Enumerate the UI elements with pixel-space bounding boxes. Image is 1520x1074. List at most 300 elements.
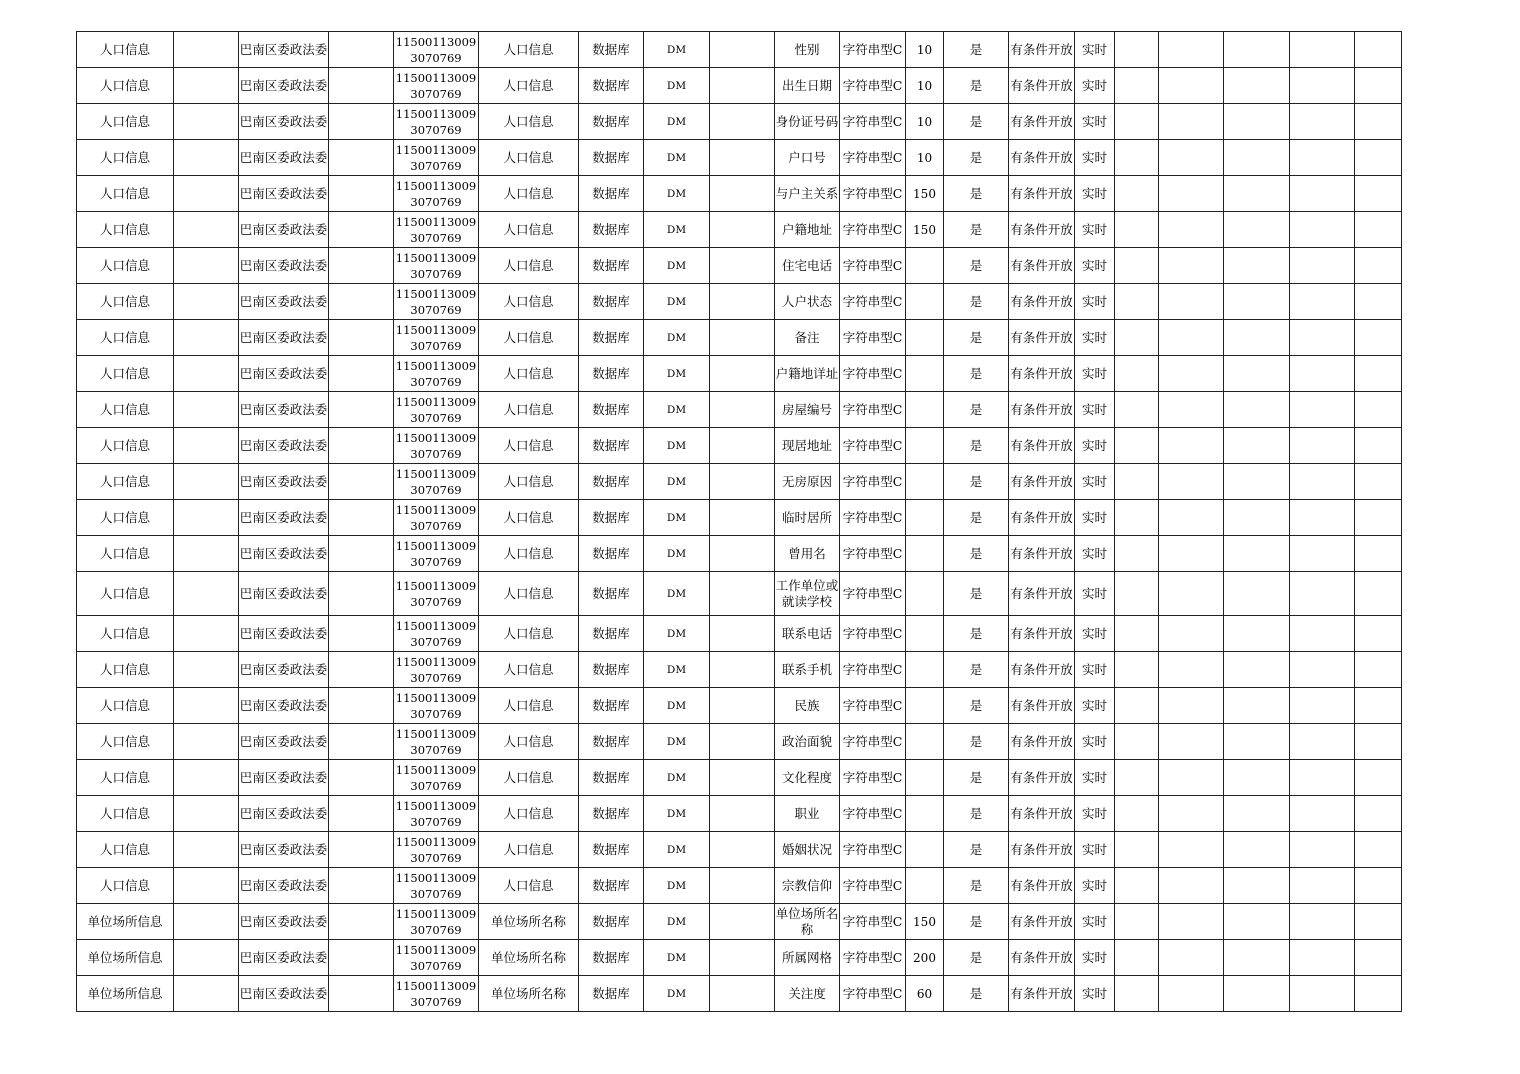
org-code-cell: 115001130093070769 [394,760,479,796]
blank-b-cell [329,104,394,140]
sharing-type-cell: 有条件开放 [1009,904,1075,940]
blank-c-cell [710,652,775,688]
table-row [77,500,1402,536]
blank-d-cell [1115,248,1159,284]
blank-b-cell [329,796,394,832]
category-cell: 人口信息 [77,536,174,572]
field-length-cell [906,428,944,464]
resource-name-cell: 人口信息 [479,688,579,724]
resource-name-cell: 人口信息 [479,392,579,428]
blank-e-cell [1159,760,1224,796]
department-cell: 巴南区委政法委 [239,32,329,68]
department-cell: 巴南区委政法委 [239,868,329,904]
category-cell: 单位场所信息 [77,904,174,940]
table-row [77,464,1402,500]
blank-b-cell [329,140,394,176]
blank-h-cell [1355,392,1402,428]
blank-g-cell [1290,724,1355,760]
db-type-cell: DM [644,976,710,1012]
field-length-cell [906,356,944,392]
data-type-cell: 字符串型C [840,832,906,868]
blank-d-cell [1115,140,1159,176]
category-cell: 人口信息 [77,616,174,652]
resource-name-cell: 人口信息 [479,320,579,356]
blank-h-cell [1355,832,1402,868]
resource-name-cell: 人口信息 [479,500,579,536]
table-row [77,104,1402,140]
blank-g-cell [1290,392,1355,428]
category-cell: 人口信息 [77,104,174,140]
blank-g-cell [1290,356,1355,392]
update-frequency-cell: 实时 [1075,688,1115,724]
category-cell: 单位场所信息 [77,940,174,976]
is-required-cell: 是 [944,688,1009,724]
category-cell: 人口信息 [77,724,174,760]
category-cell: 人口信息 [77,356,174,392]
blank-h-cell [1355,140,1402,176]
org-code-cell: 115001130093070769 [394,104,479,140]
resource-name-cell: 人口信息 [479,652,579,688]
org-code-cell: 115001130093070769 [394,176,479,212]
blank-c-cell [710,904,775,940]
field-name-cell: 房屋编号 [775,392,840,428]
blank-e-cell [1159,248,1224,284]
blank-b-cell [329,32,394,68]
field-name-cell: 身份证号码 [775,104,840,140]
blank-a-cell [174,392,239,428]
storage-type-cell: 数据库 [579,464,644,500]
blank-c-cell [710,976,775,1012]
update-frequency-cell: 实时 [1075,248,1115,284]
field-name-cell: 户籍地址 [775,212,840,248]
blank-h-cell [1355,68,1402,104]
field-name-cell: 关注度 [775,976,840,1012]
sharing-type-cell: 有条件开放 [1009,104,1075,140]
data-type-cell: 字符串型C [840,868,906,904]
blank-a-cell [174,688,239,724]
category-cell: 人口信息 [77,284,174,320]
storage-type-cell: 数据库 [579,832,644,868]
category-cell: 人口信息 [77,500,174,536]
blank-h-cell [1355,536,1402,572]
blank-h-cell [1355,32,1402,68]
data-type-cell: 字符串型C [840,32,906,68]
update-frequency-cell: 实时 [1075,284,1115,320]
table-row [77,572,1402,616]
blank-f-cell [1224,724,1290,760]
update-frequency-cell: 实时 [1075,68,1115,104]
field-length-cell: 150 [906,904,944,940]
blank-e-cell [1159,428,1224,464]
blank-a-cell [174,536,239,572]
field-length-cell [906,284,944,320]
blank-g-cell [1290,464,1355,500]
db-type-cell: DM [644,940,710,976]
org-code-cell: 115001130093070769 [394,536,479,572]
blank-c-cell [710,140,775,176]
blank-e-cell [1159,536,1224,572]
resource-name-cell: 人口信息 [479,104,579,140]
data-type-cell: 字符串型C [840,356,906,392]
resource-name-cell: 人口信息 [479,248,579,284]
blank-e-cell [1159,392,1224,428]
field-name-cell: 文化程度 [775,760,840,796]
blank-a-cell [174,572,239,616]
blank-b-cell [329,868,394,904]
db-type-cell: DM [644,832,710,868]
data-type-cell: 字符串型C [840,616,906,652]
department-cell: 巴南区委政法委 [239,176,329,212]
blank-f-cell [1224,428,1290,464]
blank-g-cell [1290,176,1355,212]
blank-e-cell [1159,464,1224,500]
blank-c-cell [710,212,775,248]
blank-c-cell [710,356,775,392]
department-cell: 巴南区委政法委 [239,104,329,140]
field-name-cell: 备注 [775,320,840,356]
blank-d-cell [1115,688,1159,724]
category-cell: 人口信息 [77,32,174,68]
blank-b-cell [329,652,394,688]
is-required-cell: 是 [944,572,1009,616]
update-frequency-cell: 实时 [1075,652,1115,688]
table-row [77,832,1402,868]
blank-d-cell [1115,356,1159,392]
org-code-cell: 115001130093070769 [394,320,479,356]
data-type-cell: 字符串型C [840,976,906,1012]
blank-e-cell [1159,724,1224,760]
department-cell: 巴南区委政法委 [239,572,329,616]
data-type-cell: 字符串型C [840,104,906,140]
blank-a-cell [174,976,239,1012]
is-required-cell: 是 [944,724,1009,760]
data-type-cell: 字符串型C [840,212,906,248]
org-code-cell: 115001130093070769 [394,652,479,688]
department-cell: 巴南区委政法委 [239,500,329,536]
sharing-type-cell: 有条件开放 [1009,724,1075,760]
blank-h-cell [1355,104,1402,140]
table-row [77,868,1402,904]
blank-a-cell [174,356,239,392]
blank-d-cell [1115,976,1159,1012]
field-length-cell [906,464,944,500]
blank-g-cell [1290,868,1355,904]
storage-type-cell: 数据库 [579,868,644,904]
sharing-type-cell: 有条件开放 [1009,796,1075,832]
storage-type-cell: 数据库 [579,500,644,536]
resource-name-cell: 人口信息 [479,868,579,904]
is-required-cell: 是 [944,68,1009,104]
storage-type-cell: 数据库 [579,904,644,940]
table-row [77,536,1402,572]
resource-name-cell: 人口信息 [479,616,579,652]
blank-a-cell [174,284,239,320]
department-cell: 巴南区委政法委 [239,536,329,572]
update-frequency-cell: 实时 [1075,176,1115,212]
db-type-cell: DM [644,104,710,140]
blank-e-cell [1159,652,1224,688]
table-row [77,796,1402,832]
org-code-cell: 115001130093070769 [394,572,479,616]
blank-e-cell [1159,284,1224,320]
table-row [77,616,1402,652]
db-type-cell: DM [644,248,710,284]
blank-d-cell [1115,32,1159,68]
org-code-cell: 115001130093070769 [394,724,479,760]
resource-name-cell: 人口信息 [479,796,579,832]
blank-b-cell [329,904,394,940]
blank-d-cell [1115,104,1159,140]
org-code-cell: 115001130093070769 [394,356,479,392]
blank-c-cell [710,32,775,68]
table-row [77,68,1402,104]
blank-a-cell [174,904,239,940]
blank-h-cell [1355,868,1402,904]
data-type-cell: 字符串型C [840,500,906,536]
department-cell: 巴南区委政法委 [239,760,329,796]
is-required-cell: 是 [944,104,1009,140]
data-catalog-table [76,31,1402,1012]
blank-f-cell [1224,868,1290,904]
blank-b-cell [329,724,394,760]
category-cell: 人口信息 [77,652,174,688]
blank-b-cell [329,176,394,212]
is-required-cell: 是 [944,248,1009,284]
sharing-type-cell: 有条件开放 [1009,652,1075,688]
blank-b-cell [329,212,394,248]
org-code-cell: 115001130093070769 [394,616,479,652]
blank-e-cell [1159,212,1224,248]
data-type-cell: 字符串型C [840,284,906,320]
field-name-cell: 联系手机 [775,652,840,688]
field-length-cell [906,796,944,832]
blank-a-cell [174,652,239,688]
category-cell: 人口信息 [77,868,174,904]
blank-c-cell [710,940,775,976]
blank-f-cell [1224,760,1290,796]
resource-name-cell: 人口信息 [479,284,579,320]
blank-h-cell [1355,616,1402,652]
blank-h-cell [1355,796,1402,832]
field-name-cell: 所属网格 [775,940,840,976]
blank-g-cell [1290,428,1355,464]
field-length-cell: 10 [906,140,944,176]
data-type-cell: 字符串型C [840,688,906,724]
field-length-cell: 10 [906,104,944,140]
sharing-type-cell: 有条件开放 [1009,940,1075,976]
blank-d-cell [1115,428,1159,464]
blank-e-cell [1159,320,1224,356]
blank-e-cell [1159,832,1224,868]
update-frequency-cell: 实时 [1075,760,1115,796]
data-type-cell: 字符串型C [840,572,906,616]
blank-f-cell [1224,104,1290,140]
blank-c-cell [710,464,775,500]
data-type-cell: 字符串型C [840,176,906,212]
db-type-cell: DM [644,500,710,536]
table-row [77,652,1402,688]
blank-a-cell [174,140,239,176]
update-frequency-cell: 实时 [1075,832,1115,868]
blank-h-cell [1355,464,1402,500]
field-length-cell [906,500,944,536]
is-required-cell: 是 [944,32,1009,68]
blank-h-cell [1355,284,1402,320]
blank-h-cell [1355,940,1402,976]
blank-d-cell [1115,652,1159,688]
is-required-cell: 是 [944,976,1009,1012]
sharing-type-cell: 有条件开放 [1009,212,1075,248]
field-length-cell [906,868,944,904]
sharing-type-cell: 有条件开放 [1009,392,1075,428]
category-cell: 单位场所信息 [77,976,174,1012]
org-code-cell: 115001130093070769 [394,464,479,500]
blank-e-cell [1159,32,1224,68]
blank-c-cell [710,248,775,284]
blank-g-cell [1290,904,1355,940]
blank-b-cell [329,832,394,868]
data-type-cell: 字符串型C [840,320,906,356]
field-name-cell: 宗教信仰 [775,868,840,904]
blank-g-cell [1290,500,1355,536]
field-name-cell: 性别 [775,32,840,68]
blank-g-cell [1290,760,1355,796]
sharing-type-cell: 有条件开放 [1009,536,1075,572]
org-code-cell: 115001130093070769 [394,212,479,248]
blank-b-cell [329,536,394,572]
update-frequency-cell: 实时 [1075,500,1115,536]
data-type-cell: 字符串型C [840,392,906,428]
db-type-cell: DM [644,392,710,428]
storage-type-cell: 数据库 [579,976,644,1012]
field-length-cell [906,572,944,616]
blank-d-cell [1115,616,1159,652]
blank-d-cell [1115,176,1159,212]
blank-d-cell [1115,212,1159,248]
storage-type-cell: 数据库 [579,760,644,796]
department-cell: 巴南区委政法委 [239,428,329,464]
field-name-cell: 婚姻状况 [775,832,840,868]
table-row [77,392,1402,428]
blank-d-cell [1115,284,1159,320]
blank-b-cell [329,572,394,616]
is-required-cell: 是 [944,320,1009,356]
blank-e-cell [1159,688,1224,724]
blank-d-cell [1115,572,1159,616]
blank-e-cell [1159,572,1224,616]
department-cell: 巴南区委政法委 [239,356,329,392]
field-length-cell: 60 [906,976,944,1012]
blank-h-cell [1355,356,1402,392]
storage-type-cell: 数据库 [579,356,644,392]
blank-a-cell [174,428,239,464]
department-cell: 巴南区委政法委 [239,688,329,724]
blank-c-cell [710,428,775,464]
blank-d-cell [1115,500,1159,536]
blank-e-cell [1159,940,1224,976]
field-length-cell [906,688,944,724]
table-row [77,940,1402,976]
department-cell: 巴南区委政法委 [239,796,329,832]
department-cell: 巴南区委政法委 [239,248,329,284]
blank-f-cell [1224,976,1290,1012]
resource-name-cell: 人口信息 [479,212,579,248]
blank-e-cell [1159,356,1224,392]
db-type-cell: DM [644,464,710,500]
org-code-cell: 115001130093070769 [394,688,479,724]
db-type-cell: DM [644,284,710,320]
db-type-cell: DM [644,868,710,904]
resource-name-cell: 人口信息 [479,464,579,500]
blank-g-cell [1290,68,1355,104]
sharing-type-cell: 有条件开放 [1009,832,1075,868]
blank-f-cell [1224,284,1290,320]
blank-a-cell [174,500,239,536]
is-required-cell: 是 [944,140,1009,176]
is-required-cell: 是 [944,652,1009,688]
blank-h-cell [1355,724,1402,760]
data-type-cell: 字符串型C [840,652,906,688]
blank-a-cell [174,176,239,212]
blank-g-cell [1290,796,1355,832]
category-cell: 人口信息 [77,212,174,248]
blank-c-cell [710,760,775,796]
org-code-cell: 115001130093070769 [394,140,479,176]
table-row [77,284,1402,320]
is-required-cell: 是 [944,356,1009,392]
field-name-cell: 与户主关系 [775,176,840,212]
blank-e-cell [1159,904,1224,940]
is-required-cell: 是 [944,212,1009,248]
sharing-type-cell: 有条件开放 [1009,868,1075,904]
table-row [77,904,1402,940]
storage-type-cell: 数据库 [579,428,644,464]
blank-e-cell [1159,976,1224,1012]
blank-g-cell [1290,688,1355,724]
org-code-cell: 115001130093070769 [394,832,479,868]
update-frequency-cell: 实时 [1075,904,1115,940]
resource-name-cell: 单位场所名称 [479,976,579,1012]
org-code-cell: 115001130093070769 [394,284,479,320]
blank-c-cell [710,832,775,868]
blank-f-cell [1224,940,1290,976]
update-frequency-cell: 实时 [1075,392,1115,428]
blank-f-cell [1224,796,1290,832]
blank-f-cell [1224,320,1290,356]
org-code-cell: 115001130093070769 [394,500,479,536]
blank-b-cell [329,616,394,652]
is-required-cell: 是 [944,868,1009,904]
is-required-cell: 是 [944,940,1009,976]
blank-f-cell [1224,500,1290,536]
category-cell: 人口信息 [77,464,174,500]
department-cell: 巴南区委政法委 [239,212,329,248]
update-frequency-cell: 实时 [1075,320,1115,356]
resource-name-cell: 人口信息 [479,32,579,68]
field-length-cell [906,320,944,356]
blank-a-cell [174,104,239,140]
blank-a-cell [174,320,239,356]
blank-c-cell [710,284,775,320]
blank-g-cell [1290,616,1355,652]
update-frequency-cell: 实时 [1075,464,1115,500]
data-type-cell: 字符串型C [840,940,906,976]
blank-b-cell [329,464,394,500]
blank-b-cell [329,688,394,724]
blank-d-cell [1115,536,1159,572]
field-length-cell: 200 [906,940,944,976]
blank-d-cell [1115,904,1159,940]
